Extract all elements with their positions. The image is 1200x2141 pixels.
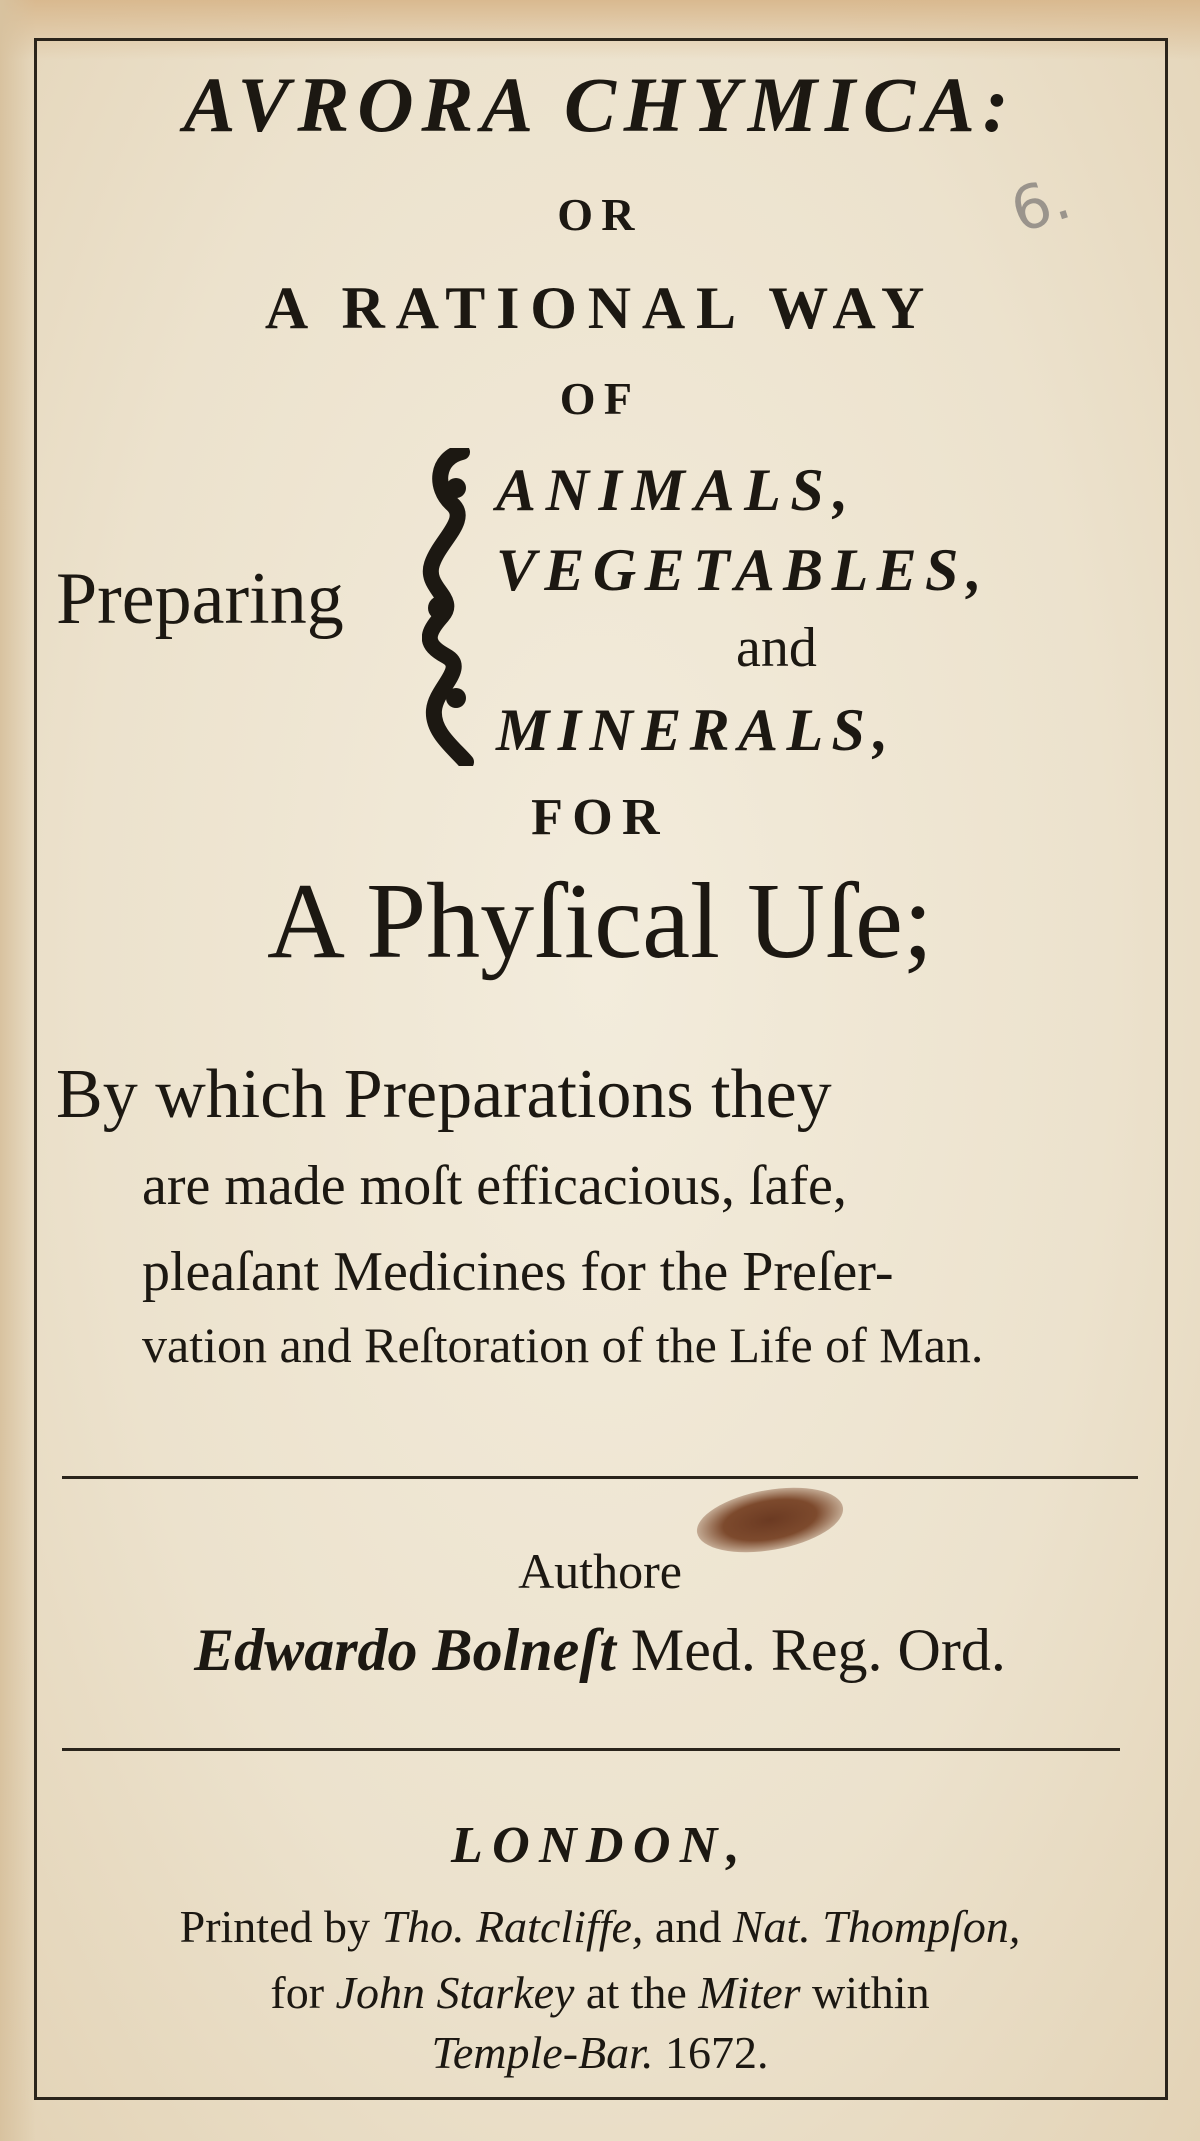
imprint-printer-2: Nat. Thompſon, <box>732 1901 1021 1952</box>
description-line-1: By which Preparations they <box>56 1056 832 1133</box>
imprint-place: Temple-Bar. <box>431 2027 654 2078</box>
subtitle-rational-way: A RATIONAL WAY <box>264 275 936 341</box>
imprint-printer-1: Tho. Ratcliffe, <box>381 1901 644 1952</box>
description-line-3: pleaſant Medicines for the Preſer- <box>142 1241 894 1303</box>
imprint-printed-by: Printed by <box>179 1901 370 1952</box>
author-name: Edwardo Bolneſt <box>194 1617 616 1683</box>
for-line: FOR <box>531 789 669 846</box>
lower-rule <box>62 1748 1120 1751</box>
pencil-mark: 6. <box>1002 162 1079 248</box>
imprint-sign: Miter <box>698 1967 801 2018</box>
imprint-within: within <box>812 1967 930 2018</box>
physical-use-line: A Phyſical Uſe; <box>267 862 933 981</box>
description-line-2: are made moſt efficacious, ſafe, <box>142 1155 847 1217</box>
bracket-ornament <box>422 448 480 766</box>
list-and: and <box>736 617 817 679</box>
imprint-line-3 <box>0 2027 1200 2078</box>
imprint-bookseller: John Starkey <box>335 1967 575 2018</box>
upper-rule <box>62 1476 1138 1479</box>
of-line: OF <box>559 373 641 424</box>
list-vegetables: VEGETABLES, <box>496 537 991 603</box>
imprint-year: 1672. <box>664 2027 769 2078</box>
description-line-4: vation and Reſtoration of the Life of Man. <box>142 1317 984 1373</box>
list-animals: ANIMALS, <box>496 457 858 523</box>
imprint-city: LONDON, <box>450 1817 750 1874</box>
imprint-for: for <box>270 1967 325 2018</box>
or-line: OR <box>557 189 643 240</box>
book-title: AVRORA CHYMICA: <box>183 61 1017 148</box>
imprint-line-2 <box>0 1967 1200 2018</box>
authore-line: Authore <box>518 1543 682 1599</box>
imprint-and: and <box>654 1901 722 1952</box>
preparing-word: Preparing <box>56 558 344 640</box>
imprint-at-the: at the <box>585 1967 687 2018</box>
list-minerals: MINERALS, <box>496 697 897 763</box>
imprint-line-1 <box>0 1901 1200 1952</box>
author-title: Med. Reg. Ord. <box>630 1617 1006 1683</box>
author-line <box>0 1617 1200 1683</box>
